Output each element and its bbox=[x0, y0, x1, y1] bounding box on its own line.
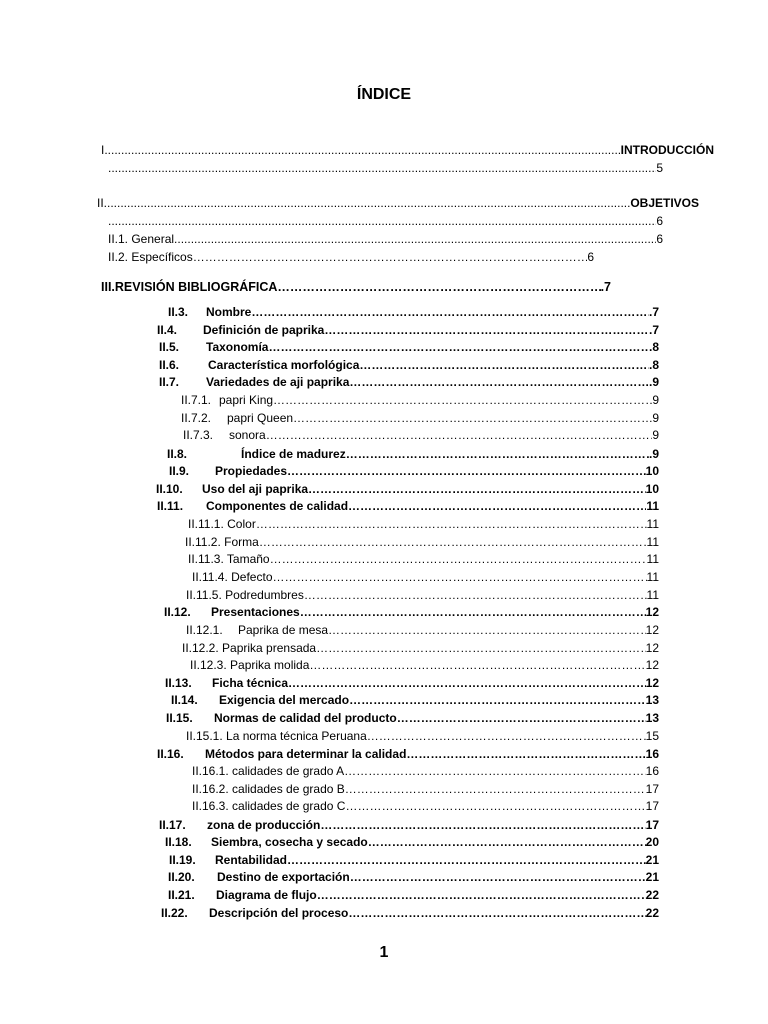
dot-leader bbox=[350, 869, 646, 886]
toc-entry-text: II.12.2. Paprika prensada bbox=[182, 641, 317, 655]
toc-entry-number: II.16. bbox=[157, 747, 184, 761]
toc-entry[interactable] bbox=[101, 279, 611, 296]
toc-entry-number: II.21. bbox=[168, 888, 195, 902]
toc-entry-label bbox=[186, 587, 304, 604]
toc-entry[interactable] bbox=[108, 160, 663, 177]
dot-leader bbox=[308, 481, 646, 498]
toc-entry-page: OBJETIVOS bbox=[630, 196, 699, 210]
dot-leader bbox=[174, 231, 656, 248]
toc-entry-label bbox=[159, 357, 359, 374]
toc-entry-number: II.19. bbox=[169, 853, 196, 867]
toc-entry-text: Índice de madurez bbox=[241, 447, 346, 461]
dot-leader bbox=[345, 798, 645, 815]
toc-entry-label bbox=[169, 852, 287, 869]
toc-entry-page: .9 bbox=[648, 375, 659, 389]
toc-entry-text: Uso del aji paprika bbox=[202, 482, 309, 496]
toc-entry-page: 12 bbox=[645, 676, 659, 690]
dot-leader bbox=[367, 728, 646, 745]
toc-entry-page: 13 bbox=[645, 693, 659, 707]
toc-entry-label bbox=[108, 249, 193, 266]
toc-entry[interactable] bbox=[186, 622, 659, 639]
toc-entry-text: Taxonomía bbox=[206, 340, 269, 354]
toc-entry-label bbox=[161, 905, 348, 922]
dot-leader bbox=[277, 279, 600, 296]
toc-entry-text: Diagrama de flujo bbox=[216, 888, 317, 902]
toc-entry-page: 12 bbox=[645, 658, 659, 672]
toc-entry-number: II.13. bbox=[165, 676, 192, 690]
toc-entry-number: II.12.1. bbox=[186, 623, 223, 637]
toc-entry-text: Característica morfológica bbox=[208, 358, 360, 372]
toc-entry-page: 12 bbox=[645, 623, 659, 637]
toc-entry-label bbox=[156, 481, 308, 498]
toc-entry-label bbox=[164, 604, 300, 621]
toc-entry-text: Ficha técnica bbox=[212, 676, 289, 690]
toc-entry-label bbox=[108, 231, 174, 248]
toc-entry-number: II bbox=[97, 196, 104, 210]
toc-entry-label bbox=[192, 569, 273, 586]
toc-entry[interactable] bbox=[168, 304, 659, 321]
toc-entry-page: .9 bbox=[648, 447, 659, 461]
toc-entry-page: .8 bbox=[648, 358, 659, 372]
toc-entry-label bbox=[167, 446, 346, 463]
toc-entry-label bbox=[188, 516, 256, 533]
toc-entry-text: sonora bbox=[229, 428, 266, 442]
toc-entry-page: 20 bbox=[645, 835, 659, 849]
toc-entry[interactable] bbox=[101, 142, 714, 159]
dot-leader bbox=[346, 446, 649, 463]
toc-entry-text: Siembra, cosecha y secado bbox=[211, 835, 368, 849]
dot-leader bbox=[324, 322, 649, 339]
toc-entry-number: II.7. bbox=[159, 375, 180, 389]
dot-leader bbox=[266, 427, 653, 444]
dot-leader bbox=[259, 534, 647, 551]
dot-leader bbox=[287, 852, 646, 869]
toc-entry-text: Exigencia del mercado bbox=[219, 693, 350, 707]
index-title: ÍNDICE bbox=[356, 86, 412, 103]
toc-entry-label bbox=[186, 622, 328, 639]
toc-entry-text: Definición de paprika bbox=[203, 323, 325, 337]
toc-entry-page: 5 bbox=[656, 161, 663, 175]
toc-entry-page: 22 bbox=[645, 906, 659, 920]
toc-entry-text: II.11.4. Defecto bbox=[192, 570, 273, 584]
dot-leader bbox=[317, 887, 646, 904]
toc-entry-label bbox=[168, 304, 251, 321]
toc-entry-page: 12 bbox=[645, 641, 659, 655]
toc-entry-number: II.22. bbox=[161, 906, 188, 920]
toc-entry[interactable] bbox=[171, 692, 659, 709]
toc-entry-number: I bbox=[101, 143, 105, 157]
dot-leader bbox=[293, 410, 652, 427]
toc-entry-page: 10 bbox=[645, 464, 659, 478]
toc-entry-page: 9 bbox=[652, 411, 659, 425]
toc-entry-page: 11 bbox=[646, 499, 659, 513]
toc-entry[interactable] bbox=[165, 834, 659, 851]
toc-entry-text: papri King bbox=[219, 393, 274, 407]
toc-entry[interactable] bbox=[182, 640, 659, 657]
dot-leader bbox=[309, 657, 645, 674]
toc-entry-label bbox=[159, 339, 268, 356]
dot-leader bbox=[108, 160, 656, 177]
toc-entry-page: 6 bbox=[656, 214, 663, 228]
toc-entry-page: 17 bbox=[645, 782, 659, 796]
toc-entry[interactable] bbox=[157, 498, 659, 515]
toc-entry-number: II.8. bbox=[167, 447, 188, 461]
dot-leader bbox=[273, 392, 652, 409]
dot-leader bbox=[193, 249, 588, 266]
toc-entry-text: II.16.1. calidades de grado A bbox=[192, 764, 345, 778]
toc-entry-label bbox=[168, 869, 350, 886]
toc-entry-number: II.5. bbox=[159, 340, 180, 354]
toc-entry-page: 16 bbox=[645, 747, 659, 761]
toc-entry[interactable] bbox=[181, 410, 659, 427]
toc-entry-text: II.11.5. Podredumbres bbox=[186, 588, 304, 602]
toc-entry-text: II.11.3. Tamaño bbox=[188, 552, 270, 566]
toc-entry-page: 12 bbox=[645, 605, 659, 619]
dot-leader bbox=[349, 692, 646, 709]
toc-entry-label bbox=[188, 551, 270, 568]
dot-leader bbox=[359, 357, 649, 374]
dot-leader bbox=[316, 640, 646, 657]
toc-entry-text: II.2. Específicos bbox=[108, 250, 193, 264]
toc-entry-text: II.16.2. calidades de grado B bbox=[192, 782, 345, 796]
toc-entry-number: II.20. bbox=[168, 870, 195, 884]
toc-entry[interactable] bbox=[108, 231, 663, 248]
toc-entry-label bbox=[157, 746, 406, 763]
toc-entry-label bbox=[169, 463, 287, 480]
toc-entry-label bbox=[192, 798, 345, 815]
toc-entry-label bbox=[159, 817, 320, 834]
toc-entry-number: II.12. bbox=[164, 605, 191, 619]
toc-entry-label bbox=[192, 763, 344, 780]
toc-entry-text: Descripción del proceso bbox=[209, 906, 349, 920]
toc-entry-label bbox=[97, 195, 104, 212]
toc-entry-label bbox=[157, 498, 348, 515]
dot-leader bbox=[104, 142, 620, 159]
toc-entry[interactable] bbox=[108, 249, 594, 266]
toc-entry-text: Métodos para determinar la calidad bbox=[205, 747, 407, 761]
toc-entry-text: Destino de exportación bbox=[217, 870, 350, 884]
toc-entry[interactable] bbox=[188, 516, 659, 533]
toc-entry-text: II.11.1. Color bbox=[188, 517, 256, 531]
toc-entry[interactable] bbox=[164, 604, 659, 621]
toc-entry-label bbox=[181, 410, 293, 427]
toc-entry[interactable] bbox=[169, 463, 659, 480]
toc-entry-label bbox=[166, 710, 397, 727]
toc-entry-text: Rentabilidad bbox=[215, 853, 288, 867]
toc-entry-text: REVISIÓN BIBLIOGRÁFICA bbox=[114, 280, 278, 294]
toc-entry-label bbox=[181, 392, 273, 409]
toc-entry-number: II.18. bbox=[165, 835, 192, 849]
toc-entry-page: 10 bbox=[645, 482, 659, 496]
toc-entry[interactable] bbox=[169, 852, 659, 869]
toc-entry-number: II.9. bbox=[169, 464, 190, 478]
dot-leader bbox=[256, 516, 647, 533]
dot-leader bbox=[397, 710, 646, 727]
dot-leader bbox=[288, 675, 646, 692]
toc-entry-number: II.11. bbox=[157, 499, 184, 513]
dot-leader bbox=[406, 746, 645, 763]
toc-entry-page: 9 bbox=[652, 428, 659, 442]
toc-entry-text: Nombre bbox=[206, 305, 252, 319]
page-number: 1 bbox=[379, 944, 389, 961]
toc-entry-label bbox=[183, 427, 266, 444]
toc-entry[interactable] bbox=[159, 339, 659, 356]
toc-entry-text: II.12.3. Paprika molida bbox=[190, 658, 310, 672]
toc-entry-text: II.1. General bbox=[108, 232, 175, 246]
toc-entry-text: II.16.3. calidades de grado C bbox=[192, 799, 346, 813]
toc-entry[interactable] bbox=[159, 357, 659, 374]
toc-entry[interactable] bbox=[192, 569, 659, 586]
toc-entry-page: 11 bbox=[646, 552, 659, 566]
toc-entry-number: II.10. bbox=[156, 482, 183, 496]
toc-entry-number: II.6. bbox=[159, 358, 180, 372]
toc-entry[interactable] bbox=[192, 798, 659, 815]
toc-entry[interactable] bbox=[185, 534, 659, 551]
dot-leader bbox=[108, 213, 656, 230]
dot-leader bbox=[304, 587, 647, 604]
toc-entry[interactable] bbox=[181, 392, 659, 409]
toc-entry-text: Propiedades bbox=[215, 464, 288, 478]
dot-leader bbox=[273, 569, 647, 586]
toc-entry-page: 17 bbox=[645, 799, 659, 813]
dot-leader bbox=[270, 551, 647, 568]
toc-entry[interactable] bbox=[192, 781, 659, 798]
toc-entry-label bbox=[185, 534, 259, 551]
toc-entry-page: 13 bbox=[645, 711, 659, 725]
toc-entry[interactable] bbox=[156, 481, 659, 498]
toc-entry-label bbox=[171, 692, 349, 709]
toc-entry-text: Normas de calidad del producto bbox=[214, 711, 397, 725]
toc-entry-label bbox=[157, 322, 324, 339]
toc-entry[interactable] bbox=[192, 763, 659, 780]
dot-leader bbox=[328, 622, 646, 639]
toc-entry[interactable] bbox=[186, 587, 659, 604]
toc-entry-text: papri Queen bbox=[227, 411, 294, 425]
toc-entry[interactable] bbox=[159, 374, 659, 391]
toc-entry-label bbox=[190, 657, 309, 674]
toc-entry-page: .7 bbox=[648, 323, 659, 337]
toc-entry-page: 11 bbox=[646, 570, 659, 584]
toc-entry[interactable] bbox=[157, 322, 659, 339]
dot-leader bbox=[268, 339, 649, 356]
toc-entry-page: 21 bbox=[645, 870, 659, 884]
toc-entry-label bbox=[159, 374, 349, 391]
toc-entry[interactable] bbox=[168, 869, 659, 886]
toc-entry-number: II.7.2. bbox=[181, 411, 212, 425]
toc-entry-page: 16 bbox=[645, 764, 659, 778]
toc-entry-number: III. bbox=[101, 280, 115, 294]
toc-entry-page: .7 bbox=[600, 280, 611, 294]
dot-leader bbox=[251, 304, 649, 321]
toc-entry-page: 6 bbox=[587, 250, 594, 264]
toc-entry-page: 22 bbox=[645, 888, 659, 902]
toc-entry-page: 11 bbox=[646, 517, 659, 531]
toc-entry[interactable] bbox=[97, 195, 699, 212]
toc-entry-text: Paprika de mesa bbox=[238, 623, 329, 637]
dot-leader bbox=[348, 905, 645, 922]
toc-entry[interactable] bbox=[157, 746, 659, 763]
toc-entry-page: 6 bbox=[656, 232, 663, 246]
dot-leader bbox=[345, 781, 646, 798]
dot-leader bbox=[104, 195, 631, 212]
toc-entry-page: INTRODUCCIÓN bbox=[620, 143, 714, 157]
toc-entry-text: Variedades de aji paprika bbox=[206, 375, 350, 389]
toc-entry-number: II.7.1. bbox=[181, 393, 212, 407]
toc-entry[interactable] bbox=[161, 905, 659, 922]
toc-entry-text: II.11.2. Forma bbox=[185, 535, 259, 549]
toc-entry-page: .8 bbox=[648, 340, 659, 354]
toc-entry[interactable] bbox=[167, 446, 659, 463]
toc-entry-page: 9 bbox=[652, 393, 659, 407]
toc-entry-number: II.3. bbox=[168, 305, 189, 319]
toc-entry-number: II.14. bbox=[171, 693, 198, 707]
toc-entry-text: zona de producción bbox=[207, 818, 321, 832]
toc-entry-text: Presentaciones bbox=[211, 605, 300, 619]
dot-leader bbox=[320, 817, 645, 834]
toc-entry[interactable] bbox=[166, 710, 659, 727]
toc-entry-number: II.4. bbox=[157, 323, 178, 337]
toc-entry-page: 11 bbox=[646, 588, 659, 602]
toc-entry[interactable] bbox=[190, 657, 659, 674]
toc-entry-label bbox=[186, 728, 367, 745]
dot-leader bbox=[300, 604, 646, 621]
toc-entry-label bbox=[165, 675, 288, 692]
toc-entry-label bbox=[192, 781, 345, 798]
toc-entry-label bbox=[182, 640, 316, 657]
toc-entry[interactable] bbox=[165, 675, 659, 692]
dot-leader bbox=[287, 463, 646, 480]
dot-leader bbox=[348, 498, 646, 515]
toc-entry-text: Componentes de calidad bbox=[206, 499, 349, 513]
toc-entry[interactable] bbox=[186, 728, 659, 745]
toc-entry-page: 15 bbox=[645, 729, 659, 743]
toc-entry[interactable] bbox=[168, 887, 659, 904]
toc-entry-page: 11 bbox=[646, 535, 659, 549]
toc-entry-page: 21 bbox=[645, 853, 659, 867]
toc-entry-text: II.15.1. La norma técnica Peruana bbox=[186, 729, 367, 743]
toc-entry-label bbox=[165, 834, 368, 851]
dot-leader bbox=[368, 834, 646, 851]
toc-entry-page: 17 bbox=[645, 818, 659, 832]
dot-leader bbox=[349, 374, 649, 391]
toc-entry[interactable] bbox=[183, 427, 659, 444]
toc-entry[interactable] bbox=[159, 817, 659, 834]
toc-entry-label bbox=[101, 279, 277, 296]
dot-leader bbox=[344, 763, 646, 780]
toc-entry[interactable] bbox=[188, 551, 659, 568]
toc-entry-number: II.7.3. bbox=[183, 428, 214, 442]
toc-entry-page: .7 bbox=[648, 305, 659, 319]
toc-entry[interactable] bbox=[108, 213, 663, 230]
toc-entry-number: II.17. bbox=[159, 818, 186, 832]
toc-entry-number: II.15. bbox=[166, 711, 193, 725]
toc-entry-label bbox=[168, 887, 317, 904]
